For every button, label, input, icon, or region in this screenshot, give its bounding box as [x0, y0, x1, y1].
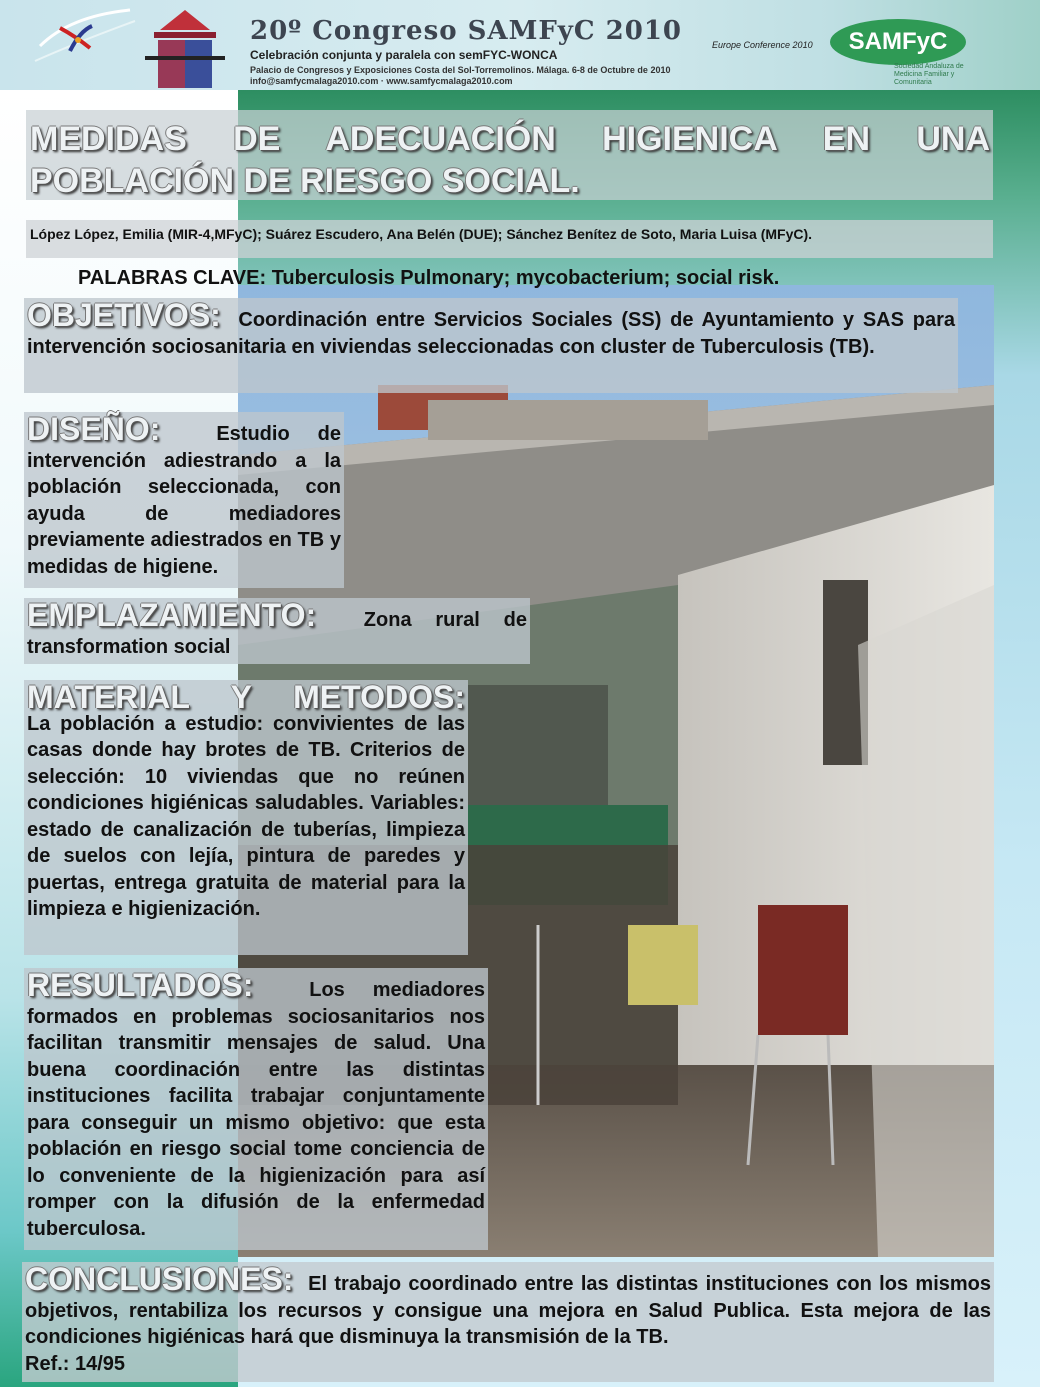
congress-contact: info@samfycmalaga2010.com · www.samfycmalaga2010.com — [250, 76, 513, 86]
congress-title: 20º Congreso SAMFyC 2010 — [250, 16, 683, 46]
poster-title-panel — [26, 110, 993, 200]
material-content — [27, 679, 465, 923]
poster-title: MEDIDAS DE ADECUACIÓN HIGIENICA EN UNA POBLACIÓN DE RIESGO SOCIAL. — [30, 120, 990, 200]
section-resultados — [24, 968, 488, 1250]
resultados-content — [27, 967, 485, 1242]
conclusiones-text: El trabajo coordinado entre las distintas instituciones con los mismos objetivos, rentabiliza los recursos y consigue una mejora en Salud Publica. Esta mejora de las condiciones higiénicas hará que disminuya la transmisión de la TB. — [25, 1273, 991, 1348]
congress-subtitle-note: Europe Conference 2010 — [712, 40, 813, 50]
congress-venue: Palacio de Congresos y Exposiciones Costa del Sol-Torremolinos. Málaga. 6-8 de Octubre de 2010 — [250, 65, 671, 75]
objetivos-content — [27, 297, 955, 360]
section-conclusiones — [22, 1262, 994, 1382]
section-emplazamiento — [24, 598, 530, 664]
resultados-heading: RESULTADOS: — [27, 967, 254, 1003]
diseno-heading: DISEÑO: — [27, 411, 161, 447]
material-text: La población a estudio: convivientes de las casas donde hay brotes de TB. Criterios de selección: 10 viviendas que no reúnen condiciones higiénicas saludables. Variables: estado de canalización de tuberías, limpieza de suelos con lejía, pintura de paredes y puertas, entrega gratuita de material para la limpieza e higienización. — [27, 712, 465, 920]
objetivos-heading: OBJETIVOS: — [27, 297, 221, 333]
congress-subtitle — [250, 40, 813, 62]
samfyc-logo-tagline: Sociedad Andaluza de Medicina Familiar y Comunitaria — [894, 63, 964, 86]
diseno-text: Estudio de intervención adiestrando a la población seleccionada, con ayuda de mediadores previamente adiestrados en TB y medidas de higiene. — [27, 423, 341, 578]
section-material-metodos — [24, 680, 468, 955]
samfyc-logo-text: SAMFyC — [830, 19, 966, 65]
emplazamiento-text: Zona rural de transformation social — [27, 609, 527, 658]
diseno-content — [27, 411, 341, 580]
building-logo-icon — [140, 6, 230, 88]
congress-subtitle-text: Celebración conjunta y paralela con semFYC-WONCA — [250, 48, 558, 62]
samfyc-logo — [830, 15, 970, 90]
section-objetivos — [24, 298, 958, 393]
section-diseno — [24, 412, 344, 588]
conclusiones-heading: CONCLUSIONES: — [25, 1261, 294, 1297]
congress-header — [0, 0, 1040, 90]
keywords-line: PALABRAS CLAVE: Tuberculosis Pulmonary; mycobacterium; social risk. — [78, 267, 780, 289]
emplazamiento-heading: EMPLAZAMIENTO: — [27, 597, 317, 633]
material-heading: MATERIAL Y METODOS: — [27, 679, 465, 715]
authors-panel — [26, 220, 993, 258]
resultados-text: Los mediadores formados en problemas sociosanitarios nos facilitan transmitir mensajes de salud. Una buena coordinación entre las distintas instituciones facilita trabajar conjuntamente para conseguir un mismo objetivo: que esta población en riesgo social tome conciencia de lo conveniente de la higienización para así romper con la difusión de la enfermedad tuberculosa. — [27, 979, 485, 1240]
authors-list: López López, Emilia (MIR-4,MFyC); Suárez Escudero, Ana Belén (DUE); Sánchez Benítez de Soto, Maria Luisa (MFyC). — [30, 226, 813, 242]
reference-number: Ref.: 14/95 — [25, 1352, 126, 1375]
objetivos-text: Coordinación entre Servicios Sociales (SS) de Ayuntamiento y SAS para intervención sociosanitaria en viviendas seleccionadas con cluster de Tuberculosis (TB). — [27, 309, 955, 358]
congress-logo-icon — [30, 6, 140, 84]
emplazamiento-content — [27, 597, 527, 660]
conclusiones-content — [25, 1261, 991, 1377]
